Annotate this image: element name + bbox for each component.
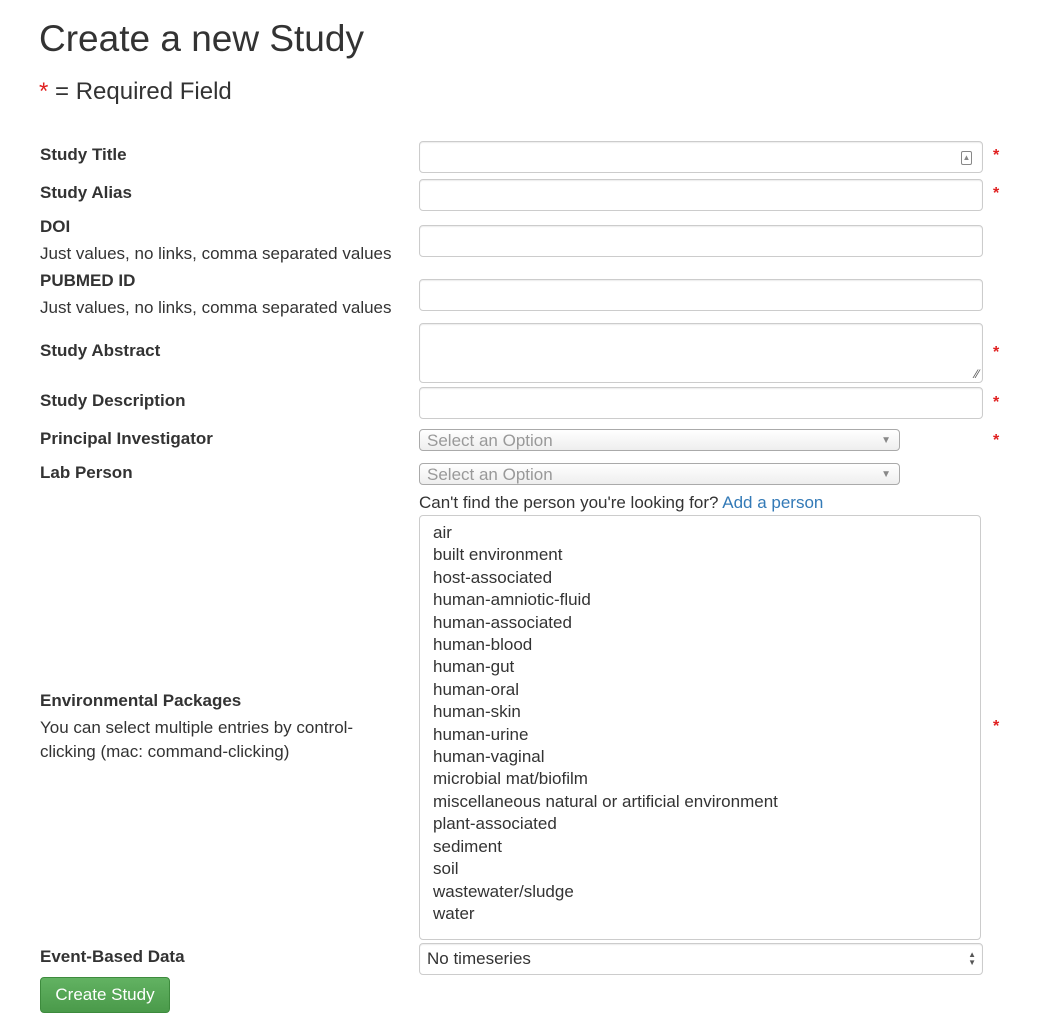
pubmed-help: Just values, no links, comma separated values [40, 298, 392, 317]
env-option[interactable]: miscellaneous natural or artificial environment [433, 791, 778, 811]
env-option[interactable]: plant-associated [433, 814, 557, 834]
description-input[interactable] [419, 387, 983, 419]
env-option[interactable]: wastewater/sludge [433, 881, 574, 901]
env-option[interactable]: human-gut [433, 657, 515, 677]
doi-label: DOI [40, 217, 71, 236]
env-packages-multiselect[interactable] [419, 515, 981, 940]
autofill-contact-icon[interactable]: ▲ [961, 151, 972, 165]
required-asterisk: * [993, 394, 1000, 411]
env-packages-help: You can select multiple entries by control-clicking (mac: command-clicking) [40, 718, 354, 761]
env-option[interactable]: human-oral [433, 679, 519, 699]
env-option[interactable]: air [433, 523, 452, 542]
env-option[interactable]: human-amniotic-fluid [433, 590, 591, 610]
doi-input[interactable] [419, 225, 983, 257]
required-asterisk: * [993, 344, 1000, 361]
env-option[interactable]: human-blood [433, 635, 533, 655]
required-asterisk: * [993, 185, 1000, 202]
page-title: Create a new Study [39, 18, 364, 59]
env-option[interactable]: human-skin [433, 702, 521, 722]
create-study-button[interactable]: Create Study [40, 977, 170, 1013]
pi-label: Principal Investigator [40, 429, 213, 448]
add-person-link[interactable]: Add a person [722, 493, 824, 512]
required-asterisk: * [993, 718, 1000, 735]
chevron-down-icon: ▼ [881, 469, 891, 480]
description-label: Study Description [40, 391, 186, 410]
env-option[interactable]: host-associated [433, 567, 553, 587]
resize-handle-icon[interactable]: ⁄⁄ [974, 367, 979, 381]
required-note-text: = Required Field [48, 78, 232, 105]
required-note [39, 78, 232, 106]
env-option[interactable]: microbial mat/biofilm [433, 769, 588, 789]
pubmed-input[interactable] [419, 279, 983, 311]
event-data-value: No timeseries [427, 949, 531, 968]
pubmed-label: PUBMED ID [40, 271, 136, 290]
add-person-prompt [419, 493, 823, 513]
abstract-textarea[interactable] [419, 323, 983, 383]
event-data-label: Event-Based Data [40, 947, 185, 966]
study-title-input[interactable] [419, 141, 983, 173]
env-option[interactable]: sediment [433, 836, 502, 856]
study-alias-label: Study Alias [40, 183, 132, 202]
pi-placeholder: Select an Option [427, 431, 553, 450]
study-alias-input[interactable] [419, 179, 983, 211]
study-title-label: Study Title [40, 145, 127, 164]
lab-person-label: Lab Person [40, 463, 133, 482]
updown-arrows-icon: ▲ ▼ [968, 950, 976, 967]
lab-person-select[interactable] [419, 463, 900, 485]
required-star: * [39, 78, 49, 105]
env-option[interactable]: human-associated [433, 612, 572, 632]
event-data-select[interactable] [419, 943, 983, 975]
required-asterisk: * [993, 432, 1000, 449]
required-asterisk: * [993, 147, 1000, 164]
env-option[interactable]: soil [433, 859, 459, 879]
abstract-label: Study Abstract [40, 341, 161, 360]
lab-placeholder: Select an Option [427, 465, 553, 484]
doi-help: Just values, no links, comma separated values [40, 244, 392, 263]
prompt-text: Can't find the person you're looking for? [419, 493, 723, 512]
env-option[interactable]: human-vaginal [433, 747, 545, 767]
env-option[interactable]: human-urine [433, 724, 529, 744]
env-packages-label: Environmental Packages [40, 691, 242, 710]
env-option[interactable]: water [433, 903, 475, 923]
chevron-down-icon: ▼ [881, 435, 891, 446]
env-option[interactable]: built environment [433, 545, 563, 565]
pi-select[interactable] [419, 429, 900, 451]
